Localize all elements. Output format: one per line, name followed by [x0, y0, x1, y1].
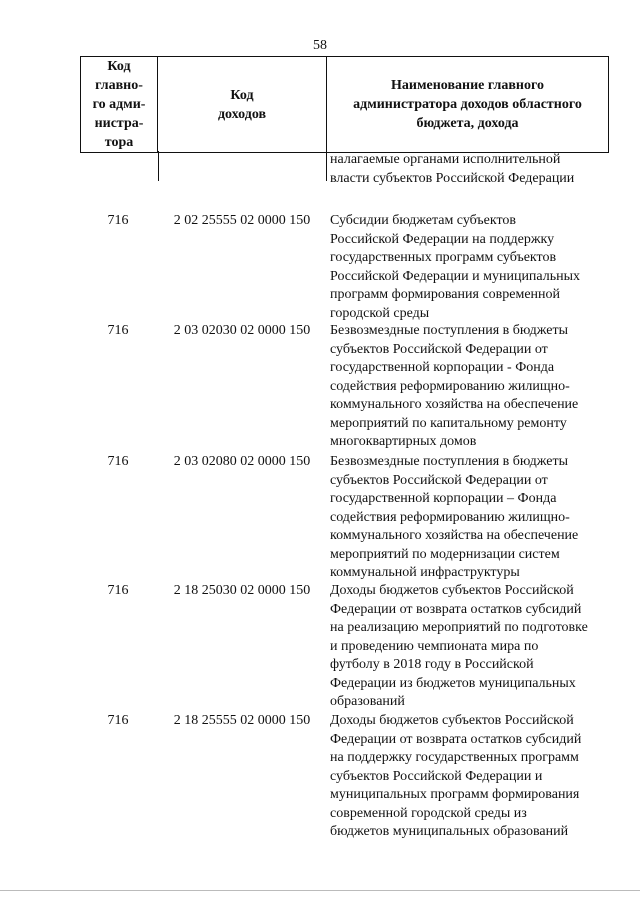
column-divider-left: [158, 151, 159, 181]
row-name: Субсидии бюджетам субъектов Российской Федерации на поддержку государственных программ субъектов Российской Федерации и муниципальных программ формирования современной городской среды: [330, 213, 581, 321]
row-admin-code: 716: [107, 454, 129, 469]
header-admin-code: Код главно- го адми- нистра- тора: [81, 57, 158, 153]
row-name: Безвозмездные поступления в бюджеты субъектов Российской Федерации от государственной корпорации - Фонда содействия реформированию жилищно- коммунального хозяйства на обеспечение мероприятий по капитальному ремонту многоквартирных домов: [330, 323, 579, 449]
scan-edge: [0, 890, 640, 891]
continuation-text: налагаемые органами исполнительной власти субъектов Российской Федерации: [330, 152, 575, 186]
row-admin-code: 716: [107, 583, 129, 598]
row-name: Доходы бюджетов субъектов Российской Федерации от возврата остатков субсидий на реализацию мероприятий по подготовке и проведению чемпионата мира по футболу в 2018 году в Российской Федерации из бюджетов муниципальных образований: [330, 583, 588, 709]
page-number: 58: [313, 38, 327, 53]
table-header: [80, 56, 609, 153]
row-income-code: 2 18 25030 02 0000 150: [173, 583, 311, 598]
row-name: Доходы бюджетов субъектов Российской Федерации от возврата остатков субсидий на поддержку государственных программ субъектов Российской Федерации и муниципальных программ формирования современной городской среды из бюджетов муниципальных образований: [330, 713, 582, 839]
row-admin-code: 716: [107, 713, 129, 728]
header-name: Наименование главного администратора доходов областного бюджета, дохода: [327, 57, 609, 153]
row-income-code: 2 03 02080 02 0000 150: [173, 454, 311, 469]
header-income-code: Код доходов: [158, 57, 327, 153]
row-income-code: 2 03 02030 02 0000 150: [173, 323, 311, 338]
row-admin-code: 716: [107, 213, 129, 228]
row-admin-code: 716: [107, 323, 129, 338]
row-name: Безвозмездные поступления в бюджеты субъектов Российской Федерации от государственной корпорации – Фонда содействия реформированию жилищно- коммунального хозяйства на обеспечение мероприятий по модернизации систем коммунальной инфраструктуры: [330, 454, 579, 580]
row-income-code: 2 18 25555 02 0000 150: [173, 713, 311, 728]
row-income-code: 2 02 25555 02 0000 150: [173, 213, 311, 228]
column-divider-right: [326, 151, 327, 181]
